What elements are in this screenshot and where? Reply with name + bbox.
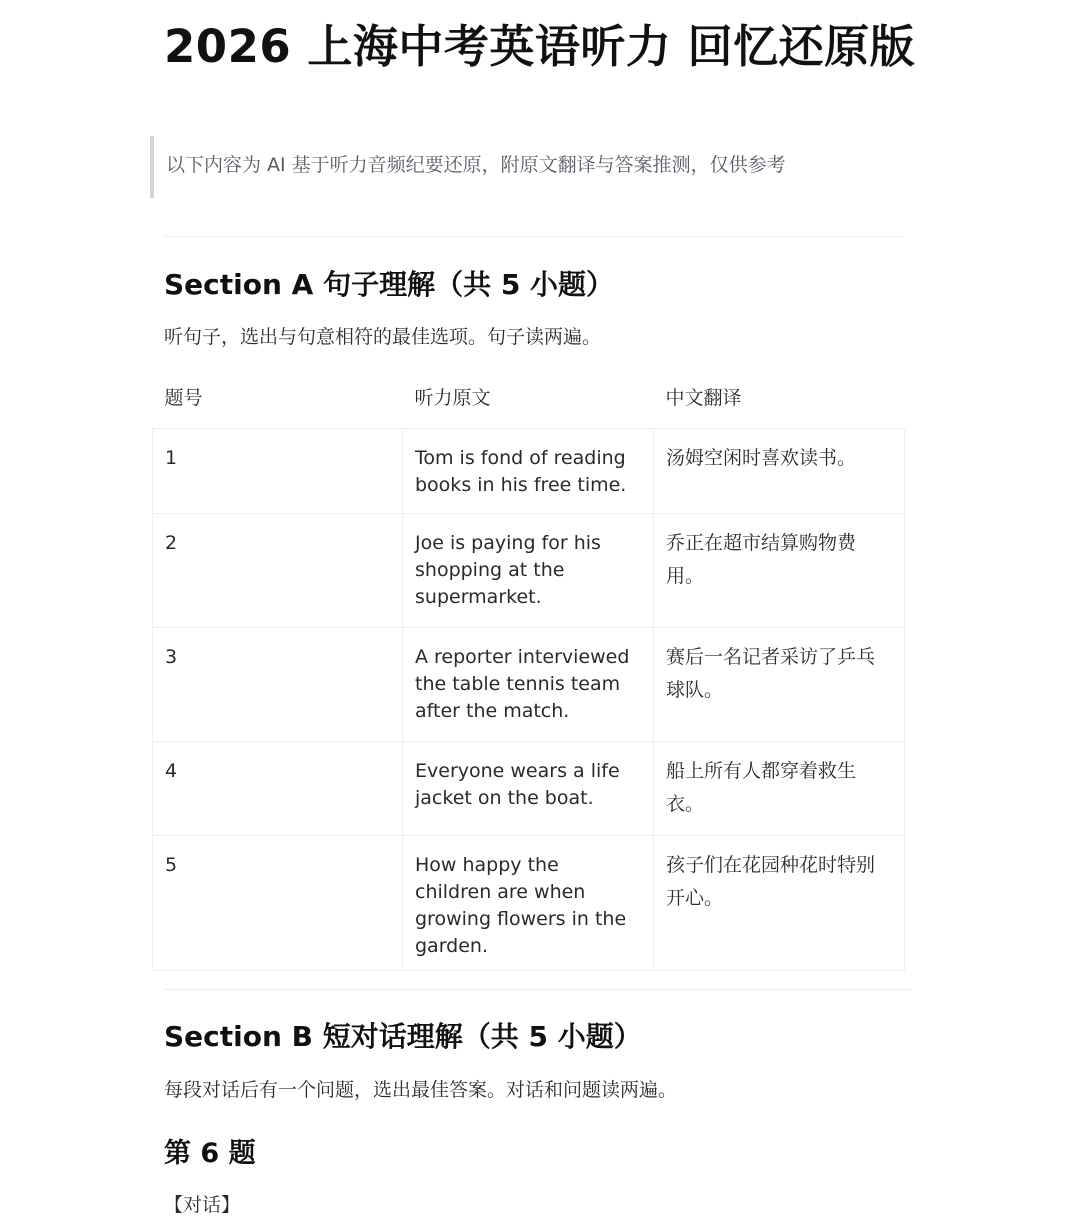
table-row [153,429,905,514]
column-header-number: 题号 [164,387,203,409]
listening-table [152,368,905,971]
original-text: Joe is paying for his shopping at the supermarket. [403,514,654,628]
notice-blockquote [150,136,850,198]
divider [164,236,904,237]
section-a-title: Section A 句子理解（共 5 小题） [164,268,615,301]
question-6-heading: 第 6 题 [164,1138,256,1169]
question-number: 4 [153,742,403,836]
original-text: Everyone wears a life jacket on the boat. [403,742,654,836]
table-row [153,514,905,628]
table-row [153,836,905,971]
translation-text: 孩子们在花园种花时特别开心。 [654,836,905,971]
notice-text: 以下内容为 AI 基于听力音频纪要还原，附原文翻译与答案推测，仅供参考 [166,154,786,176]
column-header-original: 听力原文 [414,387,491,409]
original-text: How happy the children are when growing flowers in the garden. [403,836,654,971]
translation-text: 赛后一名记者采访了乒乓球队。 [654,628,905,742]
section-a-description: 听句子，选出与句意相符的最佳选项。句子读两遍。 [164,326,602,348]
translation-text: 乔正在超市结算购物费用。 [654,514,905,628]
document-title: 2026 上海中考英语听力 回忆还原版 [164,20,916,73]
original-text: Tom is fond of reading books in his free time. [403,429,654,514]
table-row [153,742,905,836]
section-a-table [152,368,904,971]
dialogue-label: 【对话】 [164,1194,241,1216]
column-header-translation: 中文翻译 [665,387,742,409]
question-number: 5 [153,836,403,971]
divider [164,989,912,990]
section-b-description: 每段对话后有一个问题，选出最佳答案。对话和问题读两遍。 [164,1079,678,1101]
question-number: 3 [153,628,403,742]
question-number: 1 [153,429,403,514]
section-b-title: Section B 短对话理解（共 5 小题） [164,1020,642,1053]
table-header-row [153,368,905,429]
original-text: A reporter interviewed the table tennis team after the match. [403,628,654,742]
table-row [153,628,905,742]
translation-text: 船上所有人都穿着救生衣。 [654,742,905,836]
translation-text: 汤姆空闲时喜欢读书。 [654,429,905,514]
question-number: 2 [153,514,403,628]
